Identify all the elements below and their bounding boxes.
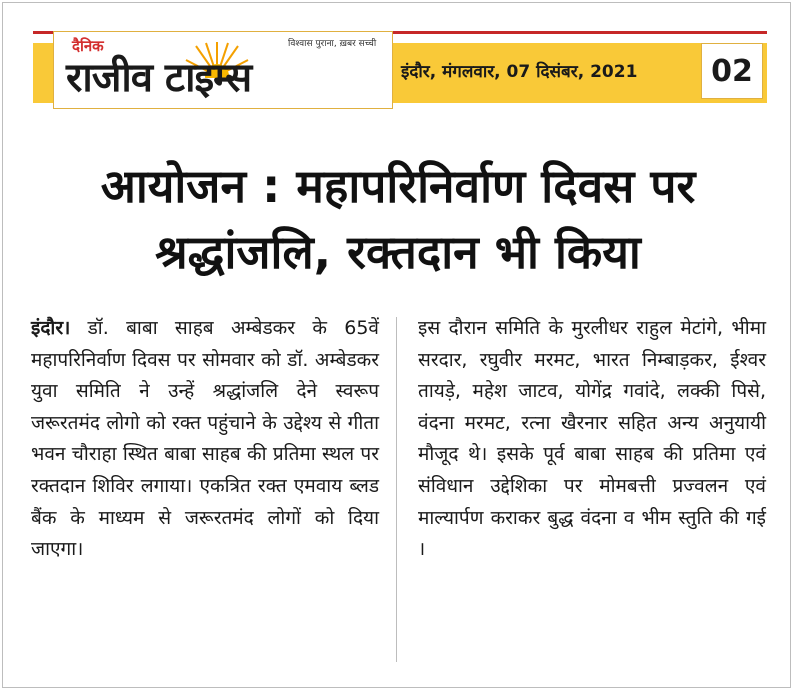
article-text-left: डॉ. बाबा साहब अम्बेडकर के 65वें महापरिनिर्वाण दिवस पर सोमवार को डॉ. अम्बेडकर युवा समिति ने उन्हें श्रद्धांजलि देने स्वरूप जरूरतमंद लोगो को रक्त पहुंचाने के उद्देश्य से गीता भवन चौराहा स्थित बाबा साहब की प्रतिमा स्थल पर रक्तदान शिविर लगाया। एकत्रित रक्त एमवाय ब्लड बैंक के माध्यम से जरूरतमंद लोगों को दिया जाएगा।: [31, 317, 379, 561]
page-number: 02: [701, 43, 763, 99]
logo-tagline: विश्वास पुराना, ख़बर सच्ची: [288, 39, 377, 49]
logo-brand-small: दैनिक: [72, 37, 104, 55]
column-divider: [396, 317, 397, 662]
article-headline: आयोजन : महापरिनिर्वाण दिवस पर श्रद्धांजलि, रक्तदान भी किया: [100, 159, 696, 279]
article-column-right: इस दौरान समिति के मुरलीधर राहुल मेटांगे, भीमा सरदार, रघुवीर मरमट, भारत निम्बाड़कर, ईश्वर तायड़े, महेश जाटव, योगेंद्र गवांदे, लक्की पिसे, वंदना मरमट, रत्ना खैरनार सहित अन्य अनुयायी मौजूद थे। इसके पूर्व बाबा साहब की प्रतिमा एवं संविधान उद्देशिका पर मोमबत्ती प्रज्वलन एवं माल्यार्पण कराकर बुद्ध वंदना व भीम स्तुति की गई ।: [418, 317, 766, 561]
edition-dateline: इंदौर, मंगलवार, 07 दिसंबर, 2021: [401, 62, 638, 82]
logo-brand-name: राजीव टाइम्स: [66, 55, 252, 101]
newspaper-page: [2, 2, 791, 688]
masthead: [33, 31, 767, 109]
article-column-left: [31, 313, 379, 566]
newspaper-logo: [53, 31, 393, 109]
article-dateline-place: इंदौर।: [31, 317, 71, 339]
